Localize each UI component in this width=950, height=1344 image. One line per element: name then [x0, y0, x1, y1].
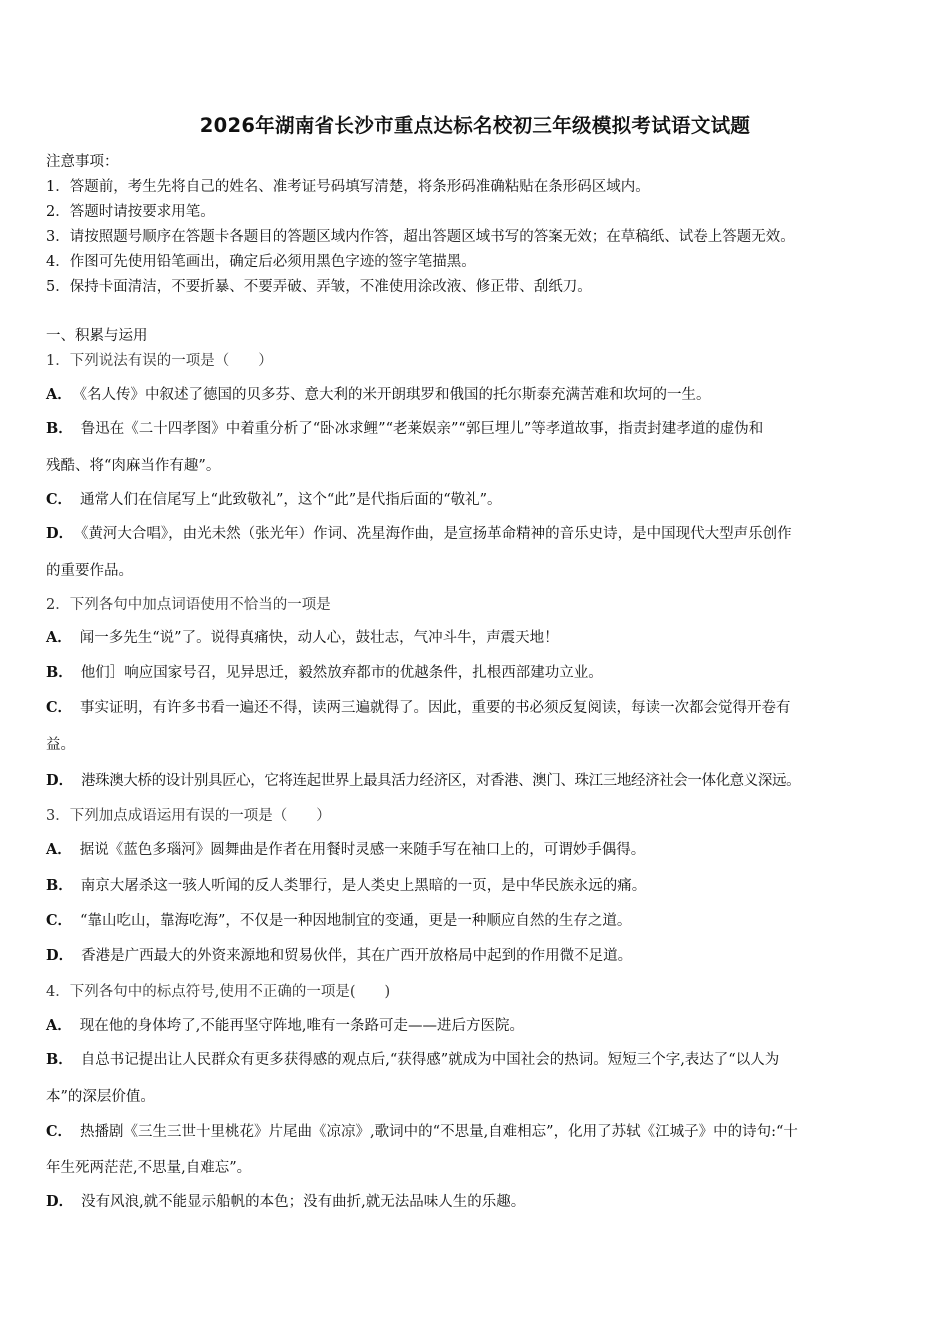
- notice-item-1: 1．答题前，考生先将自己的姓名、准考证号码填写清楚，将条形码准确粘贴在条形码区域内。: [46, 179, 650, 195]
- option-label: D．: [46, 1193, 74, 1210]
- question-1-option-b: [46, 419, 763, 439]
- option-text: 自总书记提出让人民群众有更多获得感的观点后,“获得感”就成为中国社会的热词。短短三个字,表达了“以人为: [80, 1052, 780, 1068]
- question-4-option-d: [46, 1192, 525, 1212]
- question-1-option-d: [46, 524, 792, 544]
- question-4-option-a: [46, 1016, 524, 1036]
- option-text: 港珠澳大桥的设计别具匠心，它将连起世界上最具活力经济区，对香港、澳门、珠江三地经济社会一体化意义深远。: [81, 773, 801, 789]
- question-1-option-a: [46, 385, 711, 405]
- option-label: D．: [46, 947, 74, 964]
- page-title: 2026年湖南省长沙市重点达标名校初三年级模拟考试语文试题: [199, 114, 751, 137]
- option-label: D．: [46, 772, 74, 789]
- question-3-option-b: [46, 876, 646, 896]
- question-3-option-a: [46, 840, 645, 860]
- option-text-continued: 的重要作品。: [46, 563, 133, 579]
- option-text: 他们］响应国家号召，见异思迁，毅然放弃都市的优越条件，扎根西部建功立业。: [80, 665, 603, 681]
- option-label: C．: [46, 1123, 73, 1140]
- option-text-continued: 残酷、将“肉麻当作有趣”。: [46, 458, 221, 474]
- option-text-continued: 益。: [46, 737, 75, 753]
- option-text: 香港是广西最大的外资来源地和贸易伙伴，其在广西开放格局中起到的作用微不足道。: [81, 948, 633, 964]
- option-label: C．: [46, 699, 73, 716]
- option-label: D．: [46, 525, 74, 542]
- question-4-option-c: [46, 1122, 798, 1142]
- question-2-option-a: [46, 628, 559, 648]
- option-label: B．: [46, 664, 73, 681]
- option-label: B．: [46, 877, 73, 894]
- question-4-option-b: [46, 1050, 779, 1070]
- option-text: “靠山吃山，靠海吃海”，不仅是一种因地制宜的变通，更是一种顺应自然的生存之道。: [80, 913, 632, 929]
- notice-item-4: 4．作图可先使用铅笔画出，确定后必须用黑色字迹的签字笔描黑。: [46, 254, 476, 270]
- option-label: A．: [46, 386, 72, 403]
- option-label: A．: [46, 841, 72, 858]
- option-text: 《名人传》中叙述了德国的贝多芬、意大利的米开朗琪罗和俄国的托尔斯泰充满苦难和坎坷的一生。: [79, 387, 711, 403]
- option-text: 事实证明，有许多书看一遍还不得，读两三遍就得了。因此，重要的书必须反复阅读，每读一次都会觉得开卷有: [80, 700, 791, 716]
- question-2-stem: 2．下列各句中加点词语使用不恰当的一项是: [46, 597, 331, 613]
- option-text: 现在他的身体垮了,不能再坚守阵地,唯有一条路可走——进后方医院。: [79, 1018, 524, 1034]
- notice-item-3: 3．请按照题号顺序在答题卡各题目的答题区域内作答，超出答题区域书写的答案无效；在草稿纸、试卷上答题无效。: [46, 229, 795, 245]
- option-label: B．: [46, 1051, 73, 1068]
- option-text: 热播剧《三生三世十里桃花》片尾曲《凉凉》,歌词中的“不思量,自难相忘”，化用了苏轼《江城子》中的诗句:“十: [80, 1124, 798, 1140]
- option-text: 南京大屠杀这一骇人听闻的反人类罪行，是人类史上黑暗的一页，是中华民族永远的痛。: [80, 878, 647, 894]
- option-text: 没有风浪,就不能显示船帆的本色；没有曲折,就无法品味人生的乐趣。: [81, 1194, 526, 1210]
- option-text: 通常人们在信尾写上“此致敬礼”，这个“此”是代指后面的“敬礼”。: [80, 492, 502, 508]
- option-text-continued: 本”的深层价值。: [46, 1089, 155, 1105]
- option-label: B．: [46, 420, 73, 437]
- notice-item-2: 2．答题时请按要求用笔。: [46, 204, 215, 220]
- question-2-option-b: [46, 663, 603, 683]
- question-3-stem: 3．下列加点成语运用有误的一项是（ ）: [46, 808, 331, 824]
- option-text: 据说《蓝色多瑙河》圆舞曲是作者在用餐时灵感一来随手写在袖口上的，可谓妙手偶得。: [79, 842, 646, 858]
- question-2-option-d: [46, 771, 800, 791]
- question-1-option-c: [46, 490, 502, 510]
- question-1-stem: 1．下列说法有误的一项是（ ）: [46, 353, 273, 369]
- option-label: C．: [46, 912, 73, 929]
- option-text-continued: 年生死两茫茫,不思量,自难忘”。: [46, 1160, 252, 1176]
- notice-heading: 注意事项：: [46, 154, 119, 170]
- question-4-stem: 4．下列各句中的标点符号,使用不正确的一项是( ): [46, 984, 391, 1000]
- option-label: A．: [46, 629, 72, 646]
- notice-item-5: 5．保持卡面清洁，不要折暴、不要弄破、弄皱，不准使用涂改液、修正带、刮纸刀。: [46, 279, 592, 295]
- option-label: C．: [46, 491, 73, 508]
- option-text: 鲁迅在《二十四孝图》中着重分析了“卧冰求鲤”“老莱娱亲”“郭巨埋儿”等孝道故事，指责封建孝道的虚伪和: [80, 421, 764, 437]
- section-heading: 一、积累与运用: [46, 328, 148, 344]
- option-text: 《黄河大合唱》，由光未然（张光年）作词、冼星海作曲，是宣扬革命精神的音乐史诗，是中国现代大型声乐创作: [81, 526, 792, 542]
- question-3-option-c: [46, 911, 631, 931]
- option-text: 闻一多先生“说”了。说得真痛快，动人心，鼓壮志，气冲斗牛，声震天地！: [79, 630, 559, 646]
- option-label: A．: [46, 1017, 72, 1034]
- question-3-option-d: [46, 946, 632, 966]
- question-2-option-c: [46, 698, 791, 718]
